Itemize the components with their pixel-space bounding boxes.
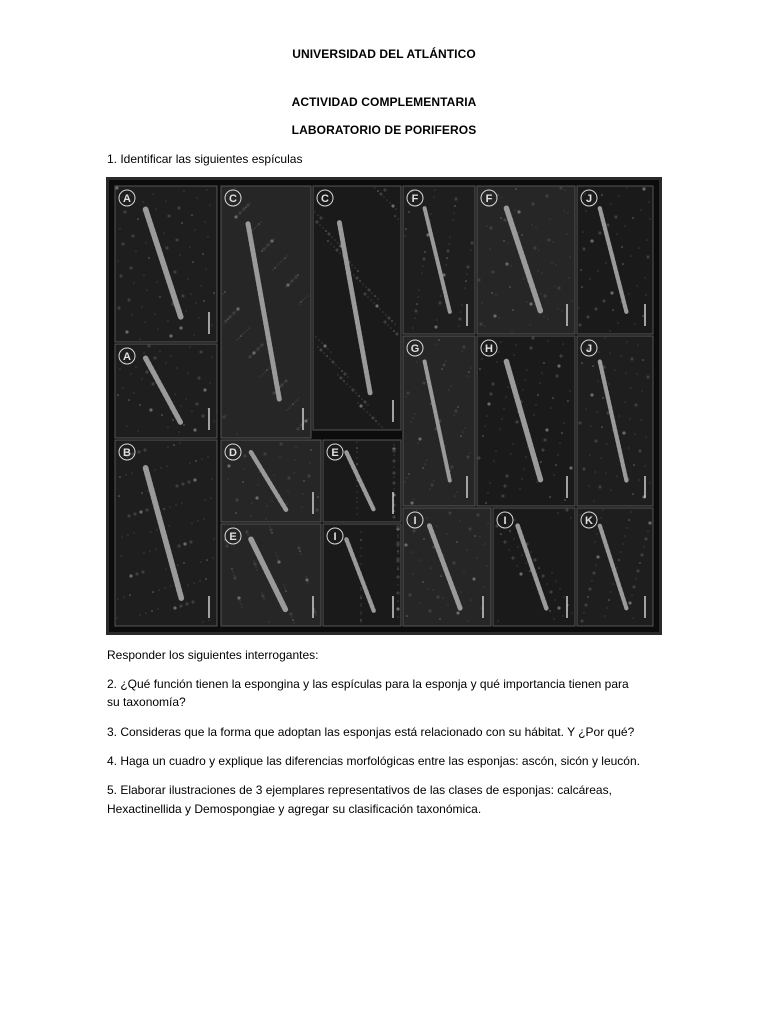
- micrograph-panel: [477, 336, 575, 506]
- micrograph-panel: [577, 508, 653, 626]
- spicules-micrographs: [109, 180, 659, 632]
- panel-letter: F: [485, 193, 493, 205]
- question-2-line-1: 2. ¿Qué función tienen la espongina y las espículas para la esponja y qué importancia tienen para: [107, 677, 629, 691]
- university-title: UNIVERSIDAD DEL ATLÁNTICO: [292, 47, 476, 61]
- panel-letter: G: [410, 343, 420, 355]
- panel-letter: C: [229, 193, 237, 205]
- panel-letter: I: [413, 515, 417, 527]
- question-1: 1. Identificar las siguientes espículas: [107, 152, 303, 166]
- activity-title: ACTIVIDAD COMPLEMENTARIA: [291, 95, 477, 109]
- question-4: 4. Haga un cuadro y explique las diferencias morfológicas entre las esponjas: ascón, sicón y leucón.: [107, 754, 640, 768]
- micrograph-panel: [403, 508, 491, 626]
- question-5-line-2: Hexactinellida y Demospongiae y agregar su clasificación taxonómica.: [107, 802, 482, 816]
- panel-letter: C: [321, 193, 329, 205]
- question-5-line-1: 5. Elaborar ilustraciones de 3 ejemplares representativos de las clases de esponjas: calcáreas,: [107, 783, 612, 797]
- panel-letter: H: [485, 343, 493, 355]
- panel-letter: E: [331, 447, 339, 459]
- spicules-figure: [106, 177, 662, 635]
- micrograph-panel: [221, 440, 321, 522]
- micrograph-panel: [115, 440, 217, 626]
- micrograph-panel: [221, 524, 321, 626]
- panel-letter: A: [123, 351, 131, 363]
- panel-letter: B: [123, 447, 131, 459]
- question-2-line-2: su taxonomía?: [107, 695, 186, 709]
- panel-letter: E: [229, 531, 237, 543]
- panel-letter: J: [585, 343, 593, 355]
- lab-title: LABORATORIO DE PORIFEROS: [291, 123, 477, 137]
- micrograph-panel: [577, 186, 653, 334]
- panel-letter: F: [411, 193, 419, 205]
- panel-letter: A: [123, 193, 131, 205]
- micrograph-panel: [115, 186, 217, 342]
- panel-letter: I: [503, 515, 507, 527]
- micrograph-panel: [493, 508, 575, 626]
- question-3: 3. Consideras que la forma que adoptan las esponjas está relacionado con su hábitat. Y ¿Por qué?: [107, 725, 635, 739]
- micrograph-panel: [403, 186, 475, 334]
- micrograph-panel: [115, 344, 217, 438]
- panel-letter: I: [333, 531, 337, 543]
- micrograph-panel: [323, 524, 401, 626]
- panel-letter: D: [229, 447, 237, 459]
- micrograph-panel: [403, 336, 475, 506]
- micrograph-panel: [221, 186, 311, 438]
- panel-letter: J: [585, 193, 593, 205]
- micrograph-panel: [313, 186, 401, 430]
- micrograph-panel: [577, 336, 653, 506]
- micrograph-panel: [477, 186, 575, 334]
- micrograph-panel: [323, 440, 401, 522]
- intro-text: Responder los siguientes interrogantes:: [107, 648, 319, 662]
- panel-letter: K: [585, 515, 593, 527]
